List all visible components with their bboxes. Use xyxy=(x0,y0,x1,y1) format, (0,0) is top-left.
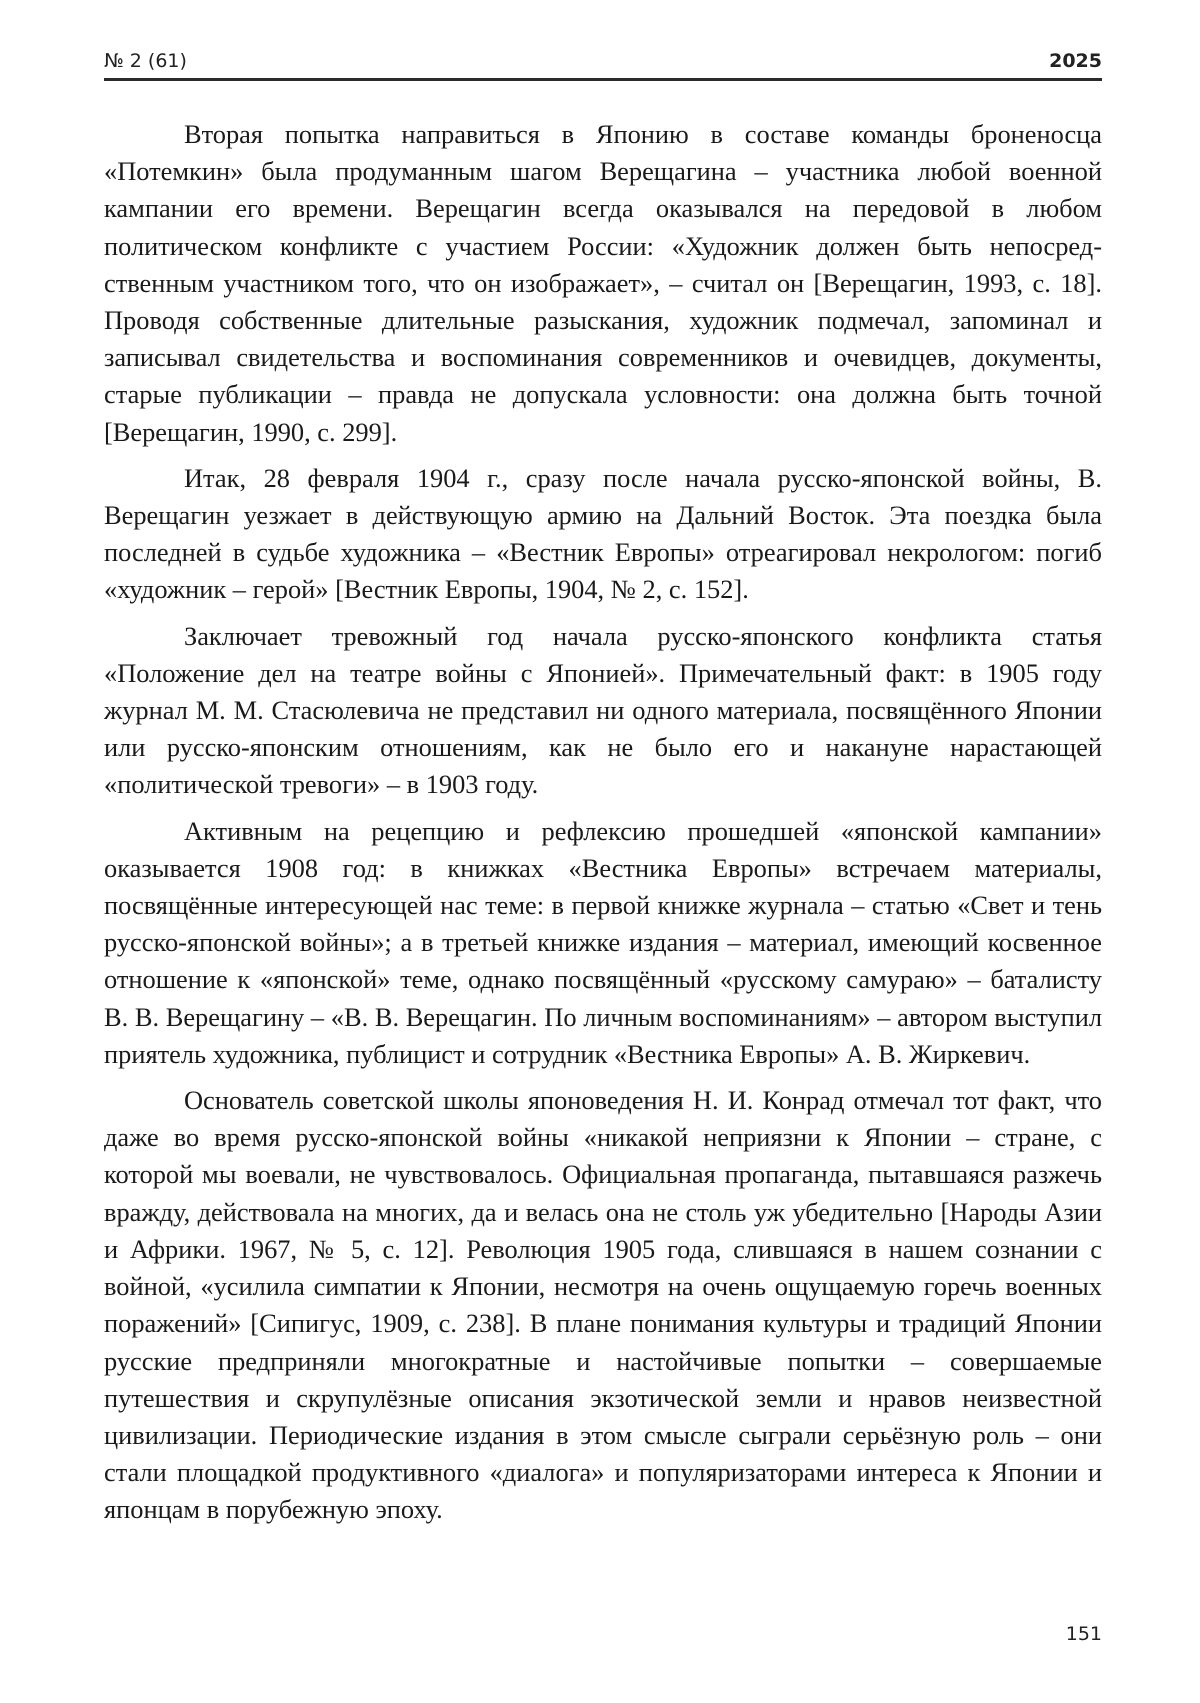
article-body xyxy=(104,116,1102,1538)
paragraph-2: Итак, 28 февраля 1904 г., сразу после начала русско-японской войны, В. Верещагин уезжает в действующую армию на Дальний Восток. Эта поездка была последней в судьбе художника – «Вестник Европы» отреагировал некрологом: погиб «художник – герой» [Вестник Европы, 1904, № 2, с. 152]. xyxy=(104,462,1102,605)
paragraph-3: Заключает тревожный год начала русско-японского конфликта статья «Положение дел на театре войны с Японией». Примечательный факт: в 1905 году журнал М. М. Стасюлевича не представил ни одного материала, посвящённого Японии или русско-японским отношениям, как не было его и накануне нарастающей «политической тревоги» – в 1903 году. xyxy=(104,620,1102,800)
paragraph-1: Вторая попытка направиться в Японию в составе команды броненосца «Потемкин» была продуманным шагом Верещагина – участника любой военной кампании его времени. Верещагин всегда оказывался на передовой в любом политическом конфликте с участием России: «Художник должен быть непосредственным участником того, что он изображает», – считал он [Верещагин, 1993, с. 18]. Проводя собственные длительные разыскания, художник подмечал, запоминал и записывал свидетельства и воспоминания современников и очевидцев, документы, старые публикации – правда не допускала условности: она должна быть точной [Верещагин, 1990, с. 299]. xyxy=(104,119,1102,447)
publication-year: 2025 xyxy=(1049,50,1102,72)
paragraph-4: Активным на рецепцию и рефлексию прошедшей «японской кампании» оказывается 1908 год: в книжках «Вестника Европы» встречаем материалы, посвящённые интересующей нас теме: в первой книжке журнала – статью «Свет и тень русско-японской войны»; а в третьей книжке издания – материал, имеющий косвенное отношение к «японской» теме, однако посвящённый «русскому самураю» – баталисту В. В. Верещагину – «В. В. Верещагин. По личным воспоминаниям» – автором выступил приятель художника, публицист и сотрудник «Вестника Европы» А. В. Жиркевич. xyxy=(104,815,1102,1069)
page-number: 151 xyxy=(1065,1623,1102,1645)
issue-number: № 2 (61) xyxy=(104,50,187,72)
running-header xyxy=(104,50,1102,81)
paragraph-5: Основатель советской школы японоведения Н. И. Конрад отмечал тот факт, что даже во время русско-японской войны «никакой неприязни к Японии – стране, с которой мы воевали, не чувствовалось. Официальная пропаганда, пытавшаяся разжечь вражду, действовала на многих, да и велась она не столь уж убедительно [Народы Азии и Африки. 1967, № 5, с. 12]. Революция 1905 года, слившаяся в нашем сознании с войной, «усилила симпатии к Японии, несмотря на очень ощущаемую горечь военных поражений» [Сипигус, 1909, с. 238]. В плане понимания культуры и традиций Японии русские предприняли многократные и настойчивые попытки – совершаемые путешествия и скрупулёзные описания экзотической земли и нравов неизвестной цивилизации. Периодические издания в этом смысле сыграли серьёзную роль – они стали площадкой продуктивного «диалога» и популяризаторами интереса к Японии и японцам в порубежную эпоху. xyxy=(104,1085,1102,1525)
